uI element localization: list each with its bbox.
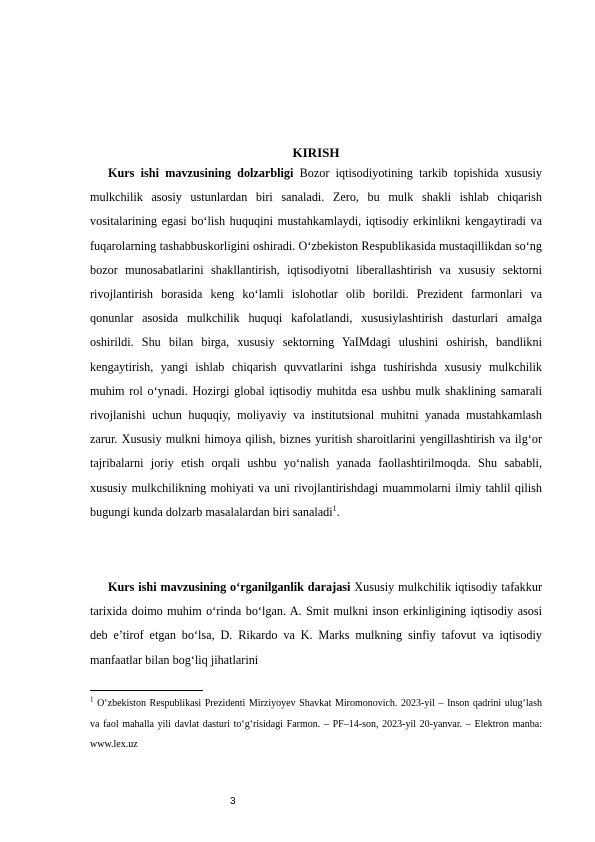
paragraph-study-degree-body: Xususiy mulkchilik iqtisodiy tafakkur tarixida doimo muhim o‘rinda bo‘lgan. A. Smit mulkni inson erkinligining iqtisodiy asosi deb e’tirof etgan bo‘lsa, D. Rikardo va K. Marks mulkning sinfiy tafovut va iqtisodiy manfaatlar bilan bog‘liq jihatlarini <box>90 580 542 667</box>
paragraph-study-degree <box>90 575 542 672</box>
footnote-marker: 1 <box>90 695 94 704</box>
paragraph-relevance <box>90 161 542 524</box>
paragraph-relevance-body: Bozor iqtisodiyotining tarkib topishida xususiy mulkchilik asosiy ustunlardan biri sanaladi. Zero, bu mulk shakli ishlab chiqarish vositalarining egasi bo‘lish huquqini mustahkamlaydi, iqtisodiy erkinlikni kengaytiradi va fuqarolarning tashabbuskorligini oshiradi. O‘zbekiston Respublikasida mustaqillikdan so‘ng bozor munosabatlarini shakllantirish, iqtisodiyotni liberallashtirish va xususiy sektorni rivojlantirish borasida keng ko‘lamli islohotlar olib borildi. Prezident farmonlari va qonunlar asosida mulkchilik huquqi kafolatlandi, xususiylashtirish dasturlari amalga oshirildi. Shu bilan birga, xususiy sektorning YaIMdagi ulushini oshirish, bandlikni kengaytirish, yangi ishlab chiqarish quvvatlarini ishga tushirishda xususiy mulkchilik muhim rol o‘ynadi. Hozirgi global iqtisodiy muhitda esa ushbu mulk shaklining samarali rivojlanishi uchun huquqiy, moliyaviy va institutsional muhitni yanada mustahkamlash zarur. Xususiy mulkni himoya qilish, biznes yuritish sharoitlarini yengillashtirish va ilg‘or tajribalarni joriy etish orqali ushbu yo‘nalish yanada faollashtirilmoqda. Shu sababli, xususiy mulkchilikning mohiyati va uni rivojlantirishdagi muammolarni ilmiy tahlil qilish bugungi kunda dolzarb masalalardan biri sanaladi <box>90 166 542 519</box>
paragraph-relevance-lead: Kurs ishi mavzusining dolzarbligi <box>108 166 294 180</box>
document-page <box>90 0 542 842</box>
footnote-text: O‘zbekiston Respublikasi Prezidenti Mirziyoyev Shavkat Miromonovich. 2023-yil – Inson qadrini ulug‘lash va faol mahalla yili davlat dasturi to‘g‘risidagi Farmon. – PF–14-son, 2023-yil 20-yanvar. – Elektron manba: www.lex.uz <box>90 698 542 750</box>
paragraph-relevance-end: . <box>336 504 340 519</box>
section-heading: KIRISH <box>292 145 340 160</box>
footnote <box>90 694 542 756</box>
paragraph-study-degree-lead: Kurs ishi mavzusining o‘rganilganlik darajasi <box>108 580 351 594</box>
footnote-divider <box>90 690 203 691</box>
footnote-reference[interactable]: 1 <box>332 503 337 513</box>
page-number: 3 <box>230 796 236 807</box>
